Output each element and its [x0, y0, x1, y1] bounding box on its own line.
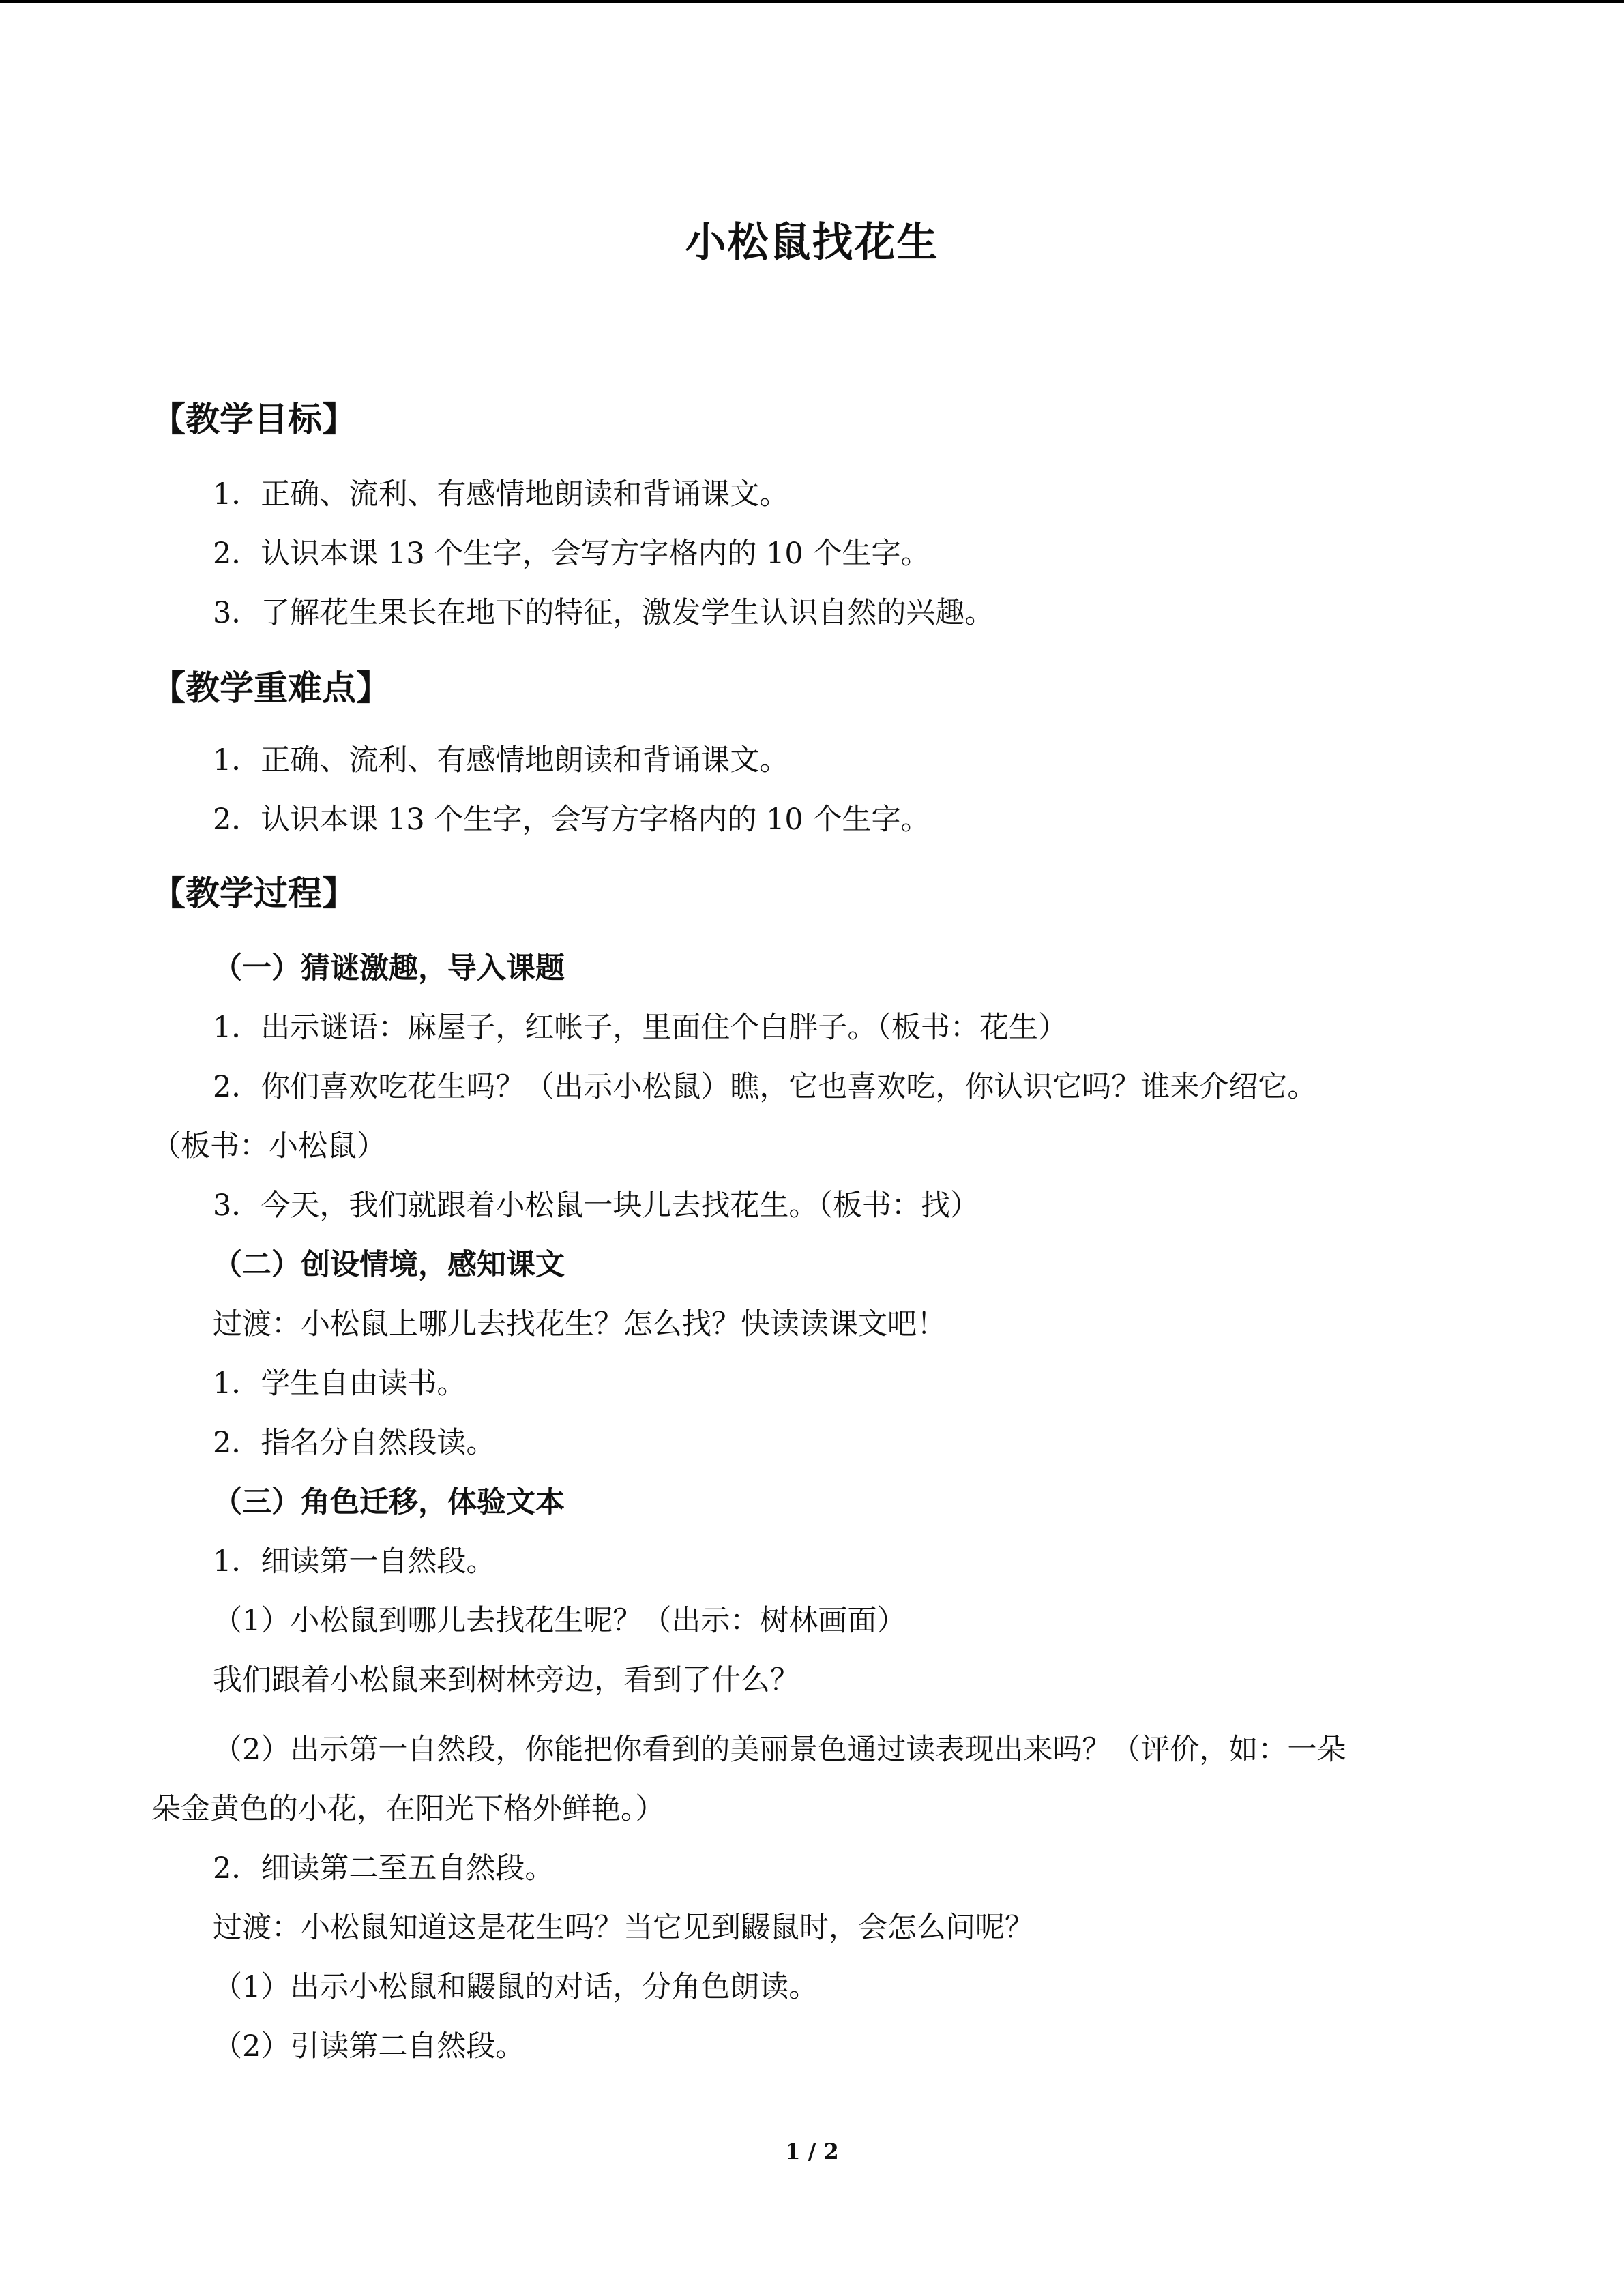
- process-line: （1）出示小松鼠和鼹鼠的对话，分角色朗读。: [213, 1970, 818, 2004]
- section-heading-key-points: 【教学重难点】: [151, 668, 390, 708]
- process-line: 2．你们喜欢吃花生吗？（出示小松鼠）瞧，它也喜欢吃，你认识它吗？谁来介绍它。: [213, 1070, 1317, 1104]
- process-line: 1．学生自由读书。: [213, 1367, 467, 1401]
- top-border-line: [0, 0, 1624, 3]
- page-number: 1 / 2: [785, 2138, 839, 2164]
- process-line: （板书：小松鼠）: [151, 1129, 386, 1163]
- goal-item: 1．正确、流利、有感情地朗读和背诵课文。: [213, 477, 789, 511]
- document-title: 小松鼠找花生: [685, 219, 939, 267]
- process-line: （2）出示第一自然段，你能把你看到的美丽景色通过读表现出来吗？（评价，如：一朵: [213, 1733, 1346, 1767]
- process-line: 1．细读第一自然段。: [213, 1545, 496, 1579]
- process-line: 1．出示谜语：麻屋子，红帐子，里面住个白胖子。（板书：花生）: [213, 1011, 1067, 1045]
- section-heading-goals: 【教学目标】: [151, 400, 356, 439]
- process-line: 2．指名分自然段读。: [213, 1426, 496, 1460]
- key-point-item: 2．认识本课 13 个生字，会写方字格内的 10 个生字。: [213, 803, 930, 837]
- process-line: （2）引读第二自然段。: [213, 2029, 525, 2063]
- process-line: 过渡：小松鼠上哪儿去找花生？怎么找？快读读课文吧！: [213, 1307, 946, 1341]
- process-part-title: （二）创设情境，感知课文: [213, 1248, 565, 1282]
- process-line: （1）小松鼠到哪儿去找花生呢？（出示：树林画面）: [213, 1604, 906, 1638]
- process-line: 我们跟着小松鼠来到树林旁边，看到了什么？: [213, 1663, 799, 1697]
- goal-item: 2．认识本课 13 个生字，会写方字格内的 10 个生字。: [213, 537, 930, 571]
- section-heading-process: 【教学过程】: [151, 874, 356, 913]
- process-part-title: （三）角色迁移，体验文本: [213, 1485, 565, 1519]
- process-line: 3．今天，我们就跟着小松鼠一块儿去找花生。（板书：找）: [213, 1189, 979, 1223]
- process-line: 朵金黄色的小花，在阳光下格外鲜艳。）: [151, 1792, 665, 1826]
- goal-item: 3．了解花生果长在地下的特征，激发学生认识自然的兴趣。: [213, 596, 994, 630]
- process-line: 2．细读第二至五自然段。: [213, 1851, 555, 1885]
- process-part-title: （一）猜谜激趣，导入课题: [213, 951, 565, 985]
- key-point-item: 1．正确、流利、有感情地朗读和背诵课文。: [213, 743, 789, 777]
- process-line: 过渡：小松鼠知道这是花生吗？当它见到鼹鼠时，会怎么问呢？: [213, 1911, 1034, 1945]
